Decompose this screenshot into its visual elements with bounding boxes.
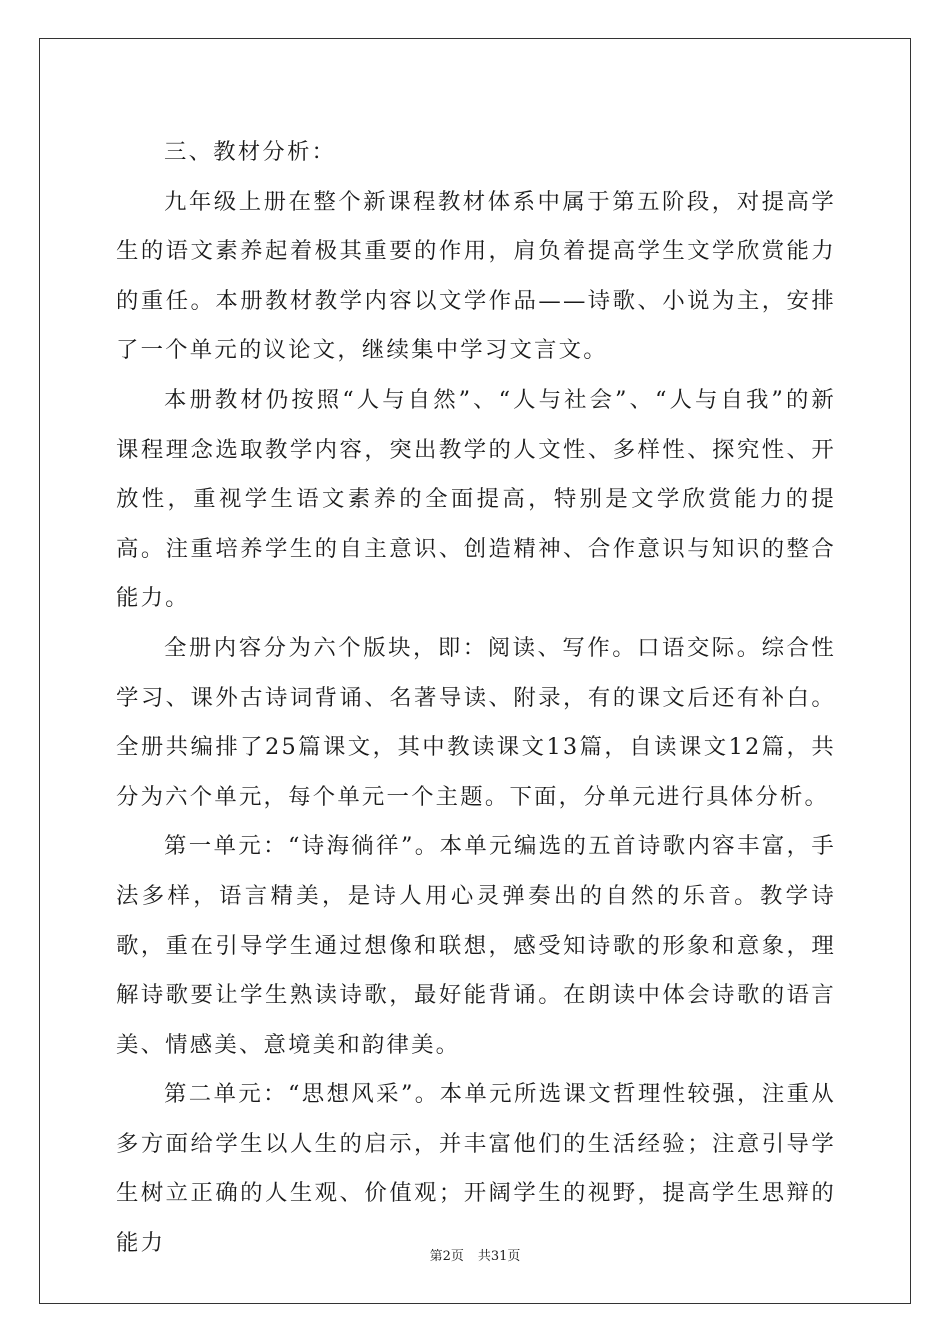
- document-body: [116, 128, 836, 1269]
- paragraph-concept: 本册教材仍按照“人与自然”、“人与社会”、“人与自我”的新课程理念选取教学内容，突出教学的人文性、多样性、探究性、开放性，重视学生语文素养的全面提高，特别是文学欣赏能力的提高。注重培养学生的自主意识、创造精神、合作意识与知识的整合能力。: [116, 386, 836, 612]
- page-number-total: 共31页: [477, 1249, 521, 1264]
- page-footer: [0, 1248, 950, 1266]
- paragraph-unit-two: 第二单元：“思想风采”。本单元所选课文哲理性较强，注重从多方面给学生以人生的启示，并丰富他们的生活经验；注意引导学生树立正确的人生观、价值观；开阔学生的视野，提高学生思辩的能力: [116, 1081, 836, 1257]
- page-number-current: 第2页: [429, 1249, 464, 1264]
- paragraph-intro: 九年级上册在整个新课程教材体系中属于第五阶段，对提高学生的语文素养起着极其重要的作用，肩负着提高学生文学欣赏能力的重任。本册教材教学内容以文学作品——诗歌、小说为主，安排了一个单元的议论文，继续集中学习文言文。: [116, 188, 836, 364]
- paragraph-structure: 全册内容分为六个版块，即：阅读、写作。口语交际。综合性学习、课外古诗词背诵、名著导读、附录，有的课文后还有补白。全册共编排了25篇课文，其中教读课文13篇，自读课文12篇，共分为六个单元，每个单元一个主题。下面，分单元进行具体分析。: [116, 634, 836, 810]
- section-heading: 三、教材分析：: [164, 139, 337, 165]
- paragraph-unit-one: 第一单元：“诗海徜徉”。本单元编选的五首诗歌内容丰富，手法多样，语言精美，是诗人用心灵弹奏出的自然的乐音。教学诗歌，重在引导学生通过想像和联想，感受知诗歌的形象和意象，理解诗歌要让学生熟读诗歌，最好能背诵。在朗读中体会诗歌的语言美、情感美、意境美和韵律美。: [116, 833, 836, 1058]
